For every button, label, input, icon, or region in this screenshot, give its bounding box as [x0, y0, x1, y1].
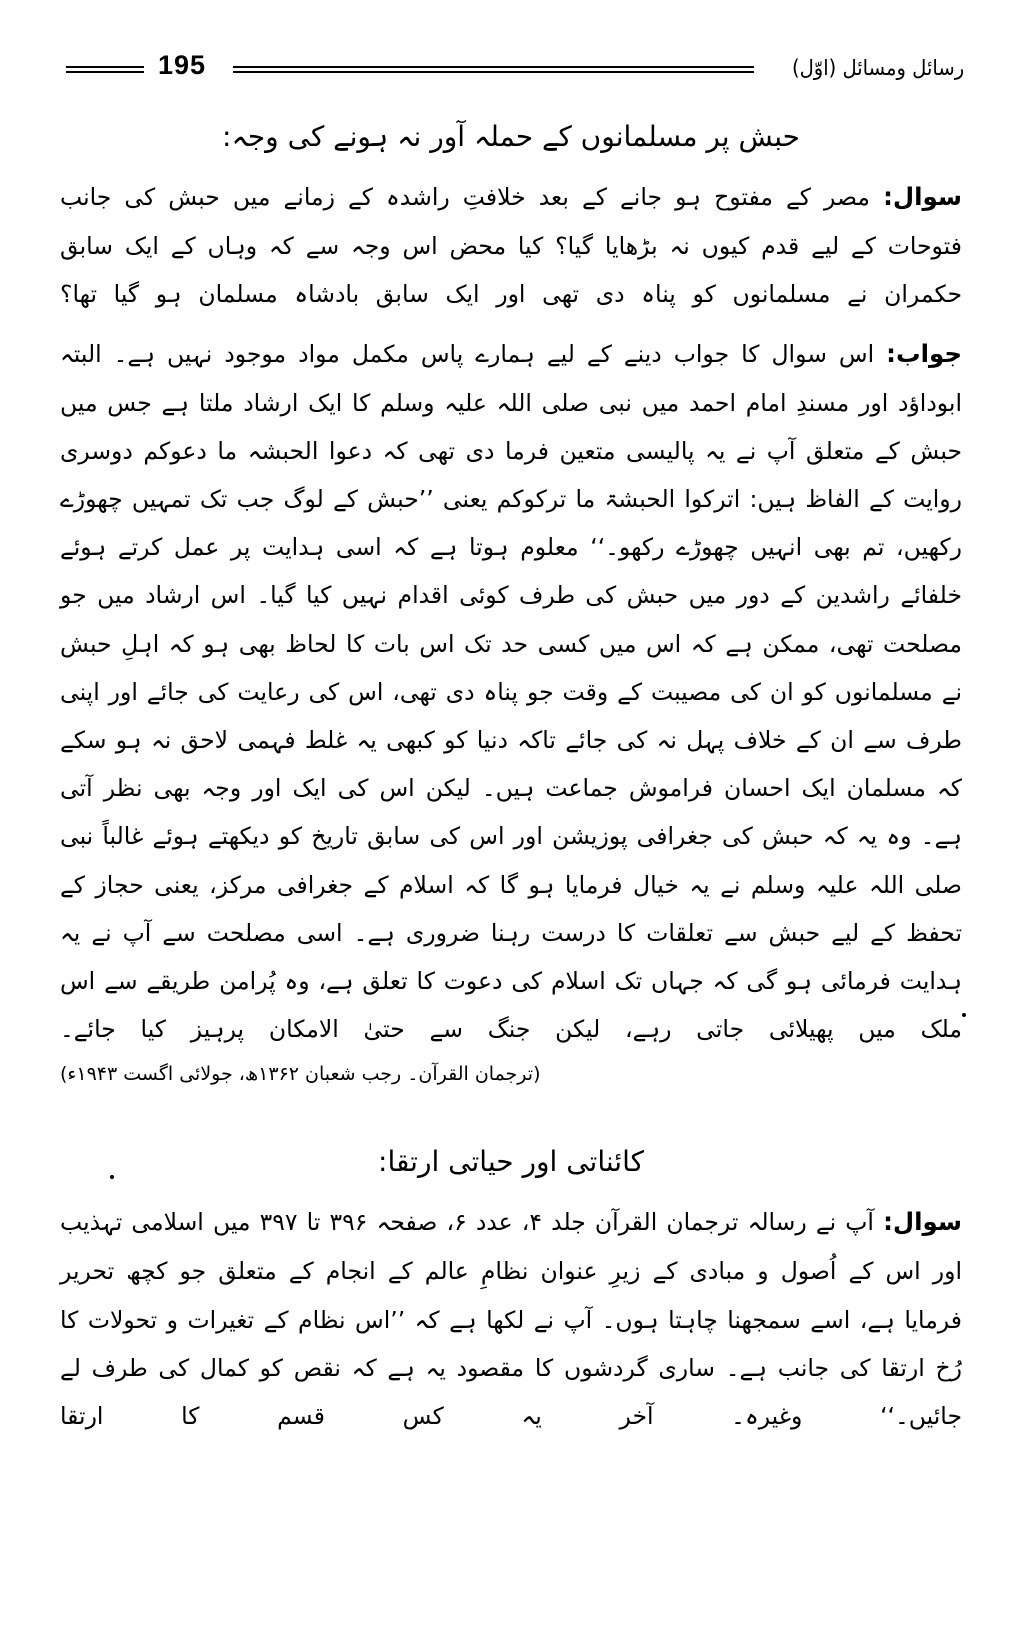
question-text-1: مصر کے مفتوح ہو جانے کے بعد خلافتِ راشدہ کے زمانے میں حبش کی جانب فتوحات کے لیے قدم کیوں نہ بڑھایا گیا؟ کیا محض اس وجہ سے کہ وہاں کے ایک سابق حکمران نے مسلمانوں کو پناہ دی تھی اور ایک سابق بادشاہ مسلمان ہو گیا تھا؟ [60, 183, 962, 309]
question-label-2: سوال: [883, 1207, 962, 1237]
margin-dot-left [110, 1175, 114, 1179]
question-block-2 [60, 1197, 962, 1440]
source-citation-1: (ترجمان القرآن۔ رجب شعبان ۱۳۶۲ھ، جولائی اگست ۱۹۴۳ء) [60, 1063, 541, 1086]
document-page [0, 38, 1024, 1638]
page-number: 195 [158, 50, 207, 80]
answer-text-1: اس سوال کا جواب دینے کے لیے ہمارے پاس مکمل مواد موجود نہیں ہے۔ البتہ ابوداؤد اور مسندِ امام احمد میں نبی صلی اللہ علیہ وسلم کا ایک ارشاد ملتا ہے جس میں حبش کے متعلق آپ نے یہ پالیسی متعین فرما دی تھی کہ دعوا الحبشہ ما دعوکم دوسری روایت کے الفاظ ہیں: اترکوا الحبشۃ ما ترکوکم یعنی ’’حبش کے لوگ جب تک تمہیں چھوڑے رکھیں، تم بھی انہیں چھوڑے رکھو۔‘‘ معلوم ہوتا ہے کہ اسی ہدایت پر عمل کرتے ہوئے خلفائے راشدین کے دور میں حبش کی طرف کوئی اقدام نہیں کیا گیا۔ اس ارشاد میں جو مصلحت تھی، ممکن ہے کہ اس میں کسی حد تک اس بات کا لحاظ بھی ہو کہ اہلِ حبش نے مسلمانوں کو ان کی مصیبت کے وقت جو پناہ دی تھی، اس کی رعایت کی جائے اور اپنی طرف سے ان کے خلاف پہل نہ کی جائے تاکہ دنیا کو کبھی یہ غلط فہمی لاحق نہ ہو سکے کہ مسلمان ایک احسان فراموش جماعت ہیں۔ لیکن اس کی ایک اور وجہ بھی نظر آتی ہے۔ وہ یہ کہ حبش کی جغرافی پوزیشن اور اس کی سابق تاریخ کو دیکھتے ہوئے غالباً نبی صلی اللہ علیہ وسلم نے یہ خیال فرمایا ہو گا کہ اسلام کے جغرافی مرکز، یعنی حجاز کے تحفظ کے لیے حبش سے تعلقات کا درست رہنا ضروری ہے۔ اسی مصلحت سے آپ نے یہ ہدایت فرمائی ہو گی کہ جہاں تک اسلام کی دعوت کا تعلق ہے، وہ پُرامن طریقے سے اس ملک میں پھیلائی جاتی رہے، لیکن جنگ سے حتیٰ الامکان پرہیز کیا جائے۔ [60, 339, 962, 1044]
page-content [60, 116, 962, 1440]
margin-dot-right [962, 1013, 966, 1017]
answer-block-1 [60, 329, 962, 1054]
header-rule-right [233, 66, 754, 73]
page-header [58, 38, 964, 98]
question-block-1 [60, 172, 962, 319]
question-text-2: آپ نے رسالہ ترجمان القرآن جلد ۴، عدد ۶، صفحہ ۳۹۶ تا ۳۹۷ میں اسلامی تہذیب اور اس کے اُصول و مبادی کے زیرِ عنوان نظامِ عالم کے انجام کے متعلق جو کچھ تحریر فرمایا ہے، اسے سمجھنا چاہتا ہوں۔ آپ نے لکھا ہے کہ ’’اس نظام کے تغیرات و تحولات کا رُخ ارتقا کی جانب ہے۔ ساری گردشوں کا مقصود یہ ہے کہ نقص کو کمال کی طرف لے جائیں۔‘‘ وغیرہ۔ آخر یہ کس قسم کا ارتقا [60, 1208, 962, 1430]
section-heading-2: کائناتی اور حیاتی ارتقا: [378, 1145, 644, 1179]
question-label-1: سوال: [883, 182, 962, 211]
section-heading-1: حبش پر مسلمانوں کے حملہ آور نہ ہونے کی وجہ: [222, 120, 800, 153]
answer-label-1: جواب: [886, 338, 962, 368]
header-rule-left [66, 66, 144, 73]
running-title: رسائل ومسائل (اوّل) [791, 56, 964, 80]
